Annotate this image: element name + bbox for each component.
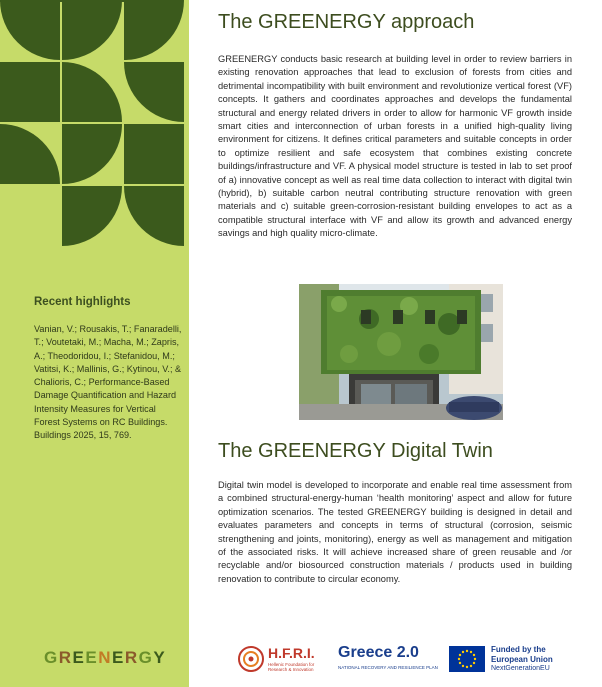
- digital-twin-body: [218, 479, 572, 586]
- eu-line-3: NextGenerationEU: [491, 665, 550, 672]
- decorative-shapes: [0, 0, 189, 270]
- leaf-shape: [124, 62, 184, 122]
- section-title-digital-twin: The GREENERGY Digital Twin: [218, 440, 493, 462]
- section-title-approach: The GREENERGY approach: [218, 11, 475, 33]
- recent-highlights: [34, 296, 184, 443]
- hfri-logo: [238, 644, 328, 674]
- greece-2-logo: [338, 644, 438, 674]
- leaf-shape: [62, 0, 122, 60]
- eu-line-2: European Union: [491, 655, 553, 664]
- digital-twin-paragraph: Digital twin model is developed to incorporate and enable real time assessment from a combined structural-energy-human ‘health monitoring’ aspect and allow for future optimization scenarios. The tested GREENERGY building is designed in detail and evaluates parameters and concepts in terms of structural (corrosion, seismic strengthening and joints, monitoring), energy as well as management and mitigation of the associated risks. It will achieve increased share of green reusable and /or recyclable and/or biosourced construction materials / products used in building renovation to contribute to circular economy.: [218, 480, 572, 584]
- greenergy-logo: GREENERGY: [44, 648, 167, 667]
- block-shape: [124, 124, 184, 184]
- hfri-subtitle: Hellenic Foundation for Research & Innovation: [268, 662, 315, 672]
- vertical-forest-photo: [299, 284, 503, 420]
- approach-paragraph: GREENERGY conducts basic research at building level in order to review barriers in existing renovation approaches that lead to exclusion of forests from cities and detrimental incompatibility with built environment and revolutionize vertical forest (VF) concepts. It gathers and coordinates approaches and develops the fundamental structural and energy related drivers in order to allow for harmonic VF growth inside smart cities and interconnection of urban forests in a unified high-quality living environment for citizens. It defines critical parameters and suitable concepts in order to optimize resilient and safe ecosystem that combines existing concrete buildings/infrastructure and VF. A physical model structure is tested in lab to set proof of a) innovative concept as well as real time data collection to interact with digital twin (hybrid), b) suitable carbon neutral contributing structure renovation with green materials and c) suitable green-corrosion-resistant building envelopes to act as a compatible structural interface with VF and allow its growth and advanced energy savings and high quality micro-climate.: [218, 54, 572, 239]
- hfri-name: H.F.R.I.: [268, 645, 315, 661]
- block-shape: [0, 62, 60, 122]
- sidebar: [0, 0, 189, 687]
- highlights-citation: Vanian, V.; Rousakis, T.; Fanaradelli, T.; Voutetaki, M.; Macha, M.; Zapris, A.; Theodoridou, I.; Stefanidou, M.; Vatitsi, K.; Mallinis, G.; Kytinou, V.; & Chalioris, C.; Performance-Based Damage Quantification and Hazard Intensity Measures for Vertical Forest Systems on RC Buildings. Buildings 2025, 15, 769.: [34, 324, 182, 441]
- eu-flag-icon: [449, 646, 485, 672]
- highlights-title: Recent highlights: [34, 296, 131, 308]
- greece-2-subtitle: NATIONAL RECOVERY AND RESILIENCE PLAN: [338, 665, 438, 670]
- eu-line-1: Funded by the: [491, 645, 546, 654]
- eu-funding-logo: [449, 644, 577, 674]
- leaf-shape: [124, 186, 184, 246]
- leaf-shape: [62, 186, 122, 246]
- leaf-shape: [62, 62, 122, 122]
- approach-body: [218, 53, 572, 241]
- leaf-shape: [62, 124, 122, 184]
- hfri-emblem-icon: [238, 646, 264, 672]
- greece-2-title: Greece 2.0: [338, 644, 419, 661]
- leaf-shape: [0, 0, 60, 60]
- leaf-shape: [0, 124, 60, 184]
